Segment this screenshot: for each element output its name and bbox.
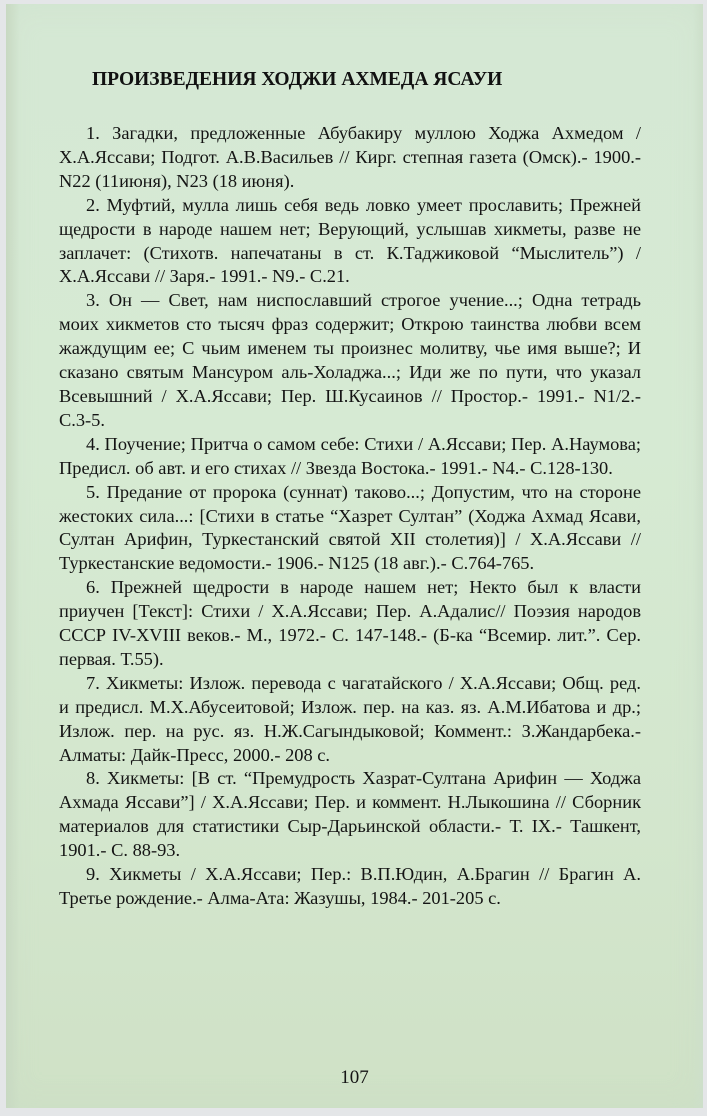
bibliography-entry-7: 7. Хикметы: Излож. перевода с чагатайского / Х.А.Яссави; Общ. ред. и предисл. М.Х.Абусеитовой; Излож. пер. на каз. яз. А.М.Ибатова и др.; Излож. пер. на рус. яз. Н.Ж.Сагындыковой; Коммент.: З.Жандарбека.- Алматы: Дайк-Пресс, 2000.- 208 с.	[59, 672, 641, 765]
bibliography-entry-1: 1. Загадки, предложенные Абубакиру муллою Ходжа Ахмедом / Х.А.Яссави; Подгот. А.В.Васильев // Кирг. степная газета (Омск).- 1900.- N22 (11июня), N23 (18 июня).	[59, 123, 641, 191]
book-page	[6, 4, 703, 1108]
bibliography-entry-8: 8. Хикметы: [В ст. “Премудрость Хазрат-Султана Арифин — Ходжа Ахмада Яссави”] / Х.А.Яссави; Пер. и коммент. Н.Лыкошина // Сборник материалов для статистики Сыр-Дарьинской области.- Т. IX.- Ташкент, 1901.- С. 88-93.	[59, 768, 641, 861]
bibliography-entry-3: 3. Он — Свет, нам ниспославший строгое учение...; Одна тетрадь моих хикметов сто тысяч фраз содержит; Открою таинства любви всем жаждущим ее; С чьим именем ты произнес молитву, чье имя выше?; И сказано святым Мансуром аль-Холаджа...; Иди же по пути, что указал Всевышний / Х.А.Яссави; Пер. Ш.Кусаинов // Простор.- 1991.- N1/2.- С.3-5.	[59, 290, 641, 430]
bibliography-list	[59, 122, 641, 911]
bibliography-entry-9: 9. Хикметы / Х.А.Яссави; Пер.: В.П.Юдин, А.Брагин // Брагин А. Третье рождение.- Алма-Ата: Жазушы, 1984.- 201-205 с.	[59, 864, 641, 908]
bibliography-entry-5: 5. Предание от пророка (суннат) таково...; Допустим, что на стороне жестоких сила...: [Стихи в статье “Хазрет Султан” (Ходжа Ахмад Ясави, Султан Арифин, Туркестанский святой XII столетия)] / Х.А.Яссави // Туркестанские ведомости.- 1906.- N125 (18 авг.).- С.764-765.	[59, 481, 641, 574]
bibliography-entry-4: 4. Поучение; Притча о самом себе: Стихи / А.Яссави; Пер. А.Наумова; Предисл. об авт. и его стихах // Звезда Востока.- 1991.- N4.- С.128-130.	[59, 433, 641, 478]
page-number: 107	[340, 1067, 369, 1088]
page-title: ПРОИЗВЕДЕНИЯ ХОДЖИ АХМЕДА ЯСАУИ	[92, 69, 503, 90]
bibliography-entry-6: 6. Прежней щедрости в народе нашем нет; Некто был к власти приучен [Текст]: Стихи / Х.А.Яссави; Пер. А.Адалис// Поэзия народов СССР IV-XVIII веков.- М., 1972.- С. 147-148.- (Б-ка “Всемир. лит.”. Сер. первая. Т.55).	[59, 577, 641, 669]
bibliography-entry-2: 2. Муфтий, мулла лишь себя ведь ловко умеет прославить; Прежней щедрости в народе нашем нет; Верующий, услышав хикметы, разве не заплачет: (Стихотв. напечатаны в ст. К.Таджиковой “Мыслитель”) / Х.А.Яссави // Заря.- 1991.- N9.- С.21.	[59, 194, 641, 287]
